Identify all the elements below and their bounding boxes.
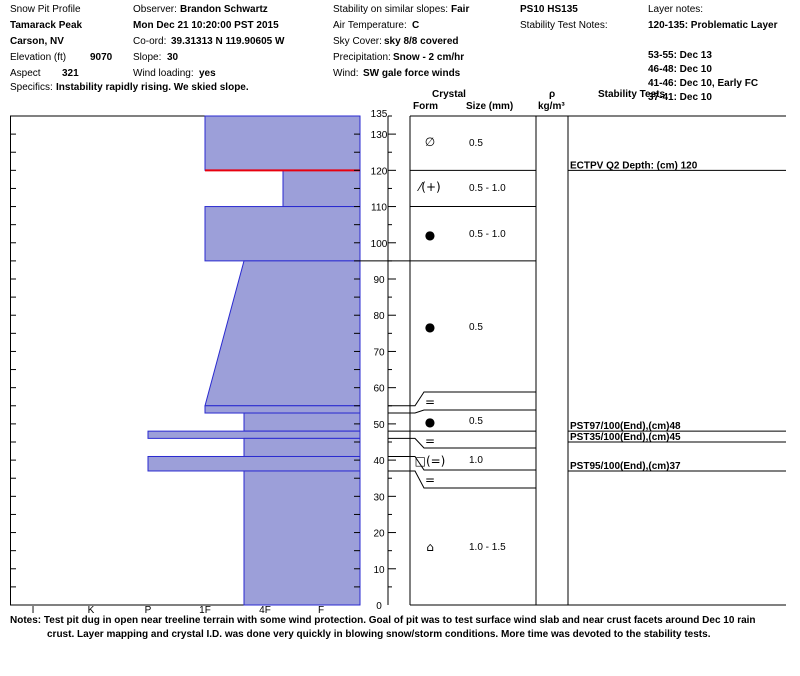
- elevation-value: 9070: [90, 52, 113, 63]
- hardness-layer: [205, 406, 360, 413]
- hardness-layer: [244, 438, 360, 456]
- crystal-size: 0.5 - 1.0: [469, 229, 506, 240]
- y-tick-label: 40: [373, 456, 385, 468]
- stability-tests-header: Stability Tests: [598, 89, 666, 100]
- layer-notes-label: Layer notes:: [648, 4, 704, 15]
- y-tick-label: 80: [373, 311, 385, 323]
- crystal-form-symbol: =: [424, 434, 436, 448]
- hardness-scale-label: F: [317, 605, 325, 616]
- profile-title: Snow Pit Profile: [10, 4, 81, 15]
- y-tick-label: 120: [370, 166, 388, 178]
- crystal-form-symbol: ⁄(+): [419, 180, 441, 194]
- sky-value: sky 8/8 covered: [384, 36, 459, 47]
- air-temp-value: C: [412, 20, 420, 31]
- crystal-layer-boundary: [410, 410, 536, 413]
- crystal-size: 0.5: [469, 322, 483, 333]
- wind-loading-label: Wind loading:: [133, 68, 194, 79]
- hardness-scale-label: I: [31, 605, 35, 616]
- hardness-layer: [148, 431, 360, 438]
- stability-test-label: ECTPV Q2 Depth: (cm) 120: [570, 160, 698, 172]
- y-tick-label: 100: [370, 238, 388, 250]
- aspect-value: 321: [62, 68, 79, 79]
- slope-label: Slope:: [133, 52, 162, 63]
- hardness-layer: [148, 456, 360, 470]
- stability-test-label: PST97/100(End),(cm)48: [570, 421, 681, 433]
- specifics-value: Instability rapidly rising. We skied slope.: [56, 82, 249, 93]
- layer-note: 41-46: Dec 10, Early FC: [648, 78, 759, 89]
- hardness-layer: [244, 413, 360, 431]
- density-unit: kg/m³: [538, 101, 565, 112]
- stability-label: Stability on similar slopes:: [333, 4, 449, 15]
- hardness-scale-label: 4F: [259, 605, 271, 616]
- layer-note: 37-41: Dec 10: [648, 92, 712, 103]
- y-tick-label: 110: [371, 202, 387, 214]
- hardness-scale-label: K: [87, 605, 95, 616]
- y-tick-label: 90: [373, 275, 385, 286]
- crystal-size: 0.5: [469, 416, 483, 427]
- y-tick-label: 130: [370, 130, 388, 142]
- notes: [10, 614, 780, 642]
- crystal-header: Crystal: [432, 89, 466, 100]
- slope-value: 30: [167, 52, 179, 63]
- region: Carson, NV: [10, 36, 64, 47]
- crystal-form-symbol: =: [424, 473, 436, 487]
- elevation-label: Elevation (ft): [10, 52, 67, 63]
- y-tick-label: 20: [373, 528, 385, 540]
- y-tick-label: 0: [376, 601, 382, 612]
- size-header: Size (mm): [466, 101, 514, 112]
- stability-notes-label: Stability Test Notes:: [520, 20, 608, 31]
- crystal-size: 0.5: [469, 138, 483, 149]
- notes-label: Notes:: [10, 615, 42, 626]
- hardness-layer: [283, 170, 360, 206]
- y-tick-label: 135: [370, 109, 388, 120]
- crystal-form-symbol: ●: [424, 320, 436, 334]
- y-tick-label: 60: [373, 383, 385, 395]
- specifics-label: Specifics:: [10, 82, 53, 93]
- hardness-layer: [205, 207, 360, 261]
- crystal-form-symbol: ●: [424, 228, 436, 242]
- hardness-scale-label: 1F: [199, 605, 211, 616]
- notes-line-1: Test pit dug in open near treeline terrain with some wind protection. Goal of pit was to test surface wind slab and near crust facets around Dec 10 rain: [43, 615, 756, 626]
- location: Tamarack Peak: [10, 20, 83, 31]
- sky-label: Sky Cover:: [333, 36, 382, 47]
- observer-value: Brandon Schwartz: [180, 4, 268, 15]
- y-tick-label: 30: [373, 492, 385, 504]
- coord-value: 39.31313 N 119.90605 W: [171, 36, 285, 47]
- air-temp-label: Air Temperature:: [333, 20, 407, 31]
- crystal-size: 1.0: [469, 455, 483, 466]
- aspect-label: Aspect: [10, 68, 41, 79]
- stability-test-label: PST95/100(End),(cm)37: [570, 460, 681, 472]
- hardness-layer: [244, 471, 360, 605]
- crystal-form-symbol: ⌂: [426, 540, 434, 554]
- crystal-form-symbol: □(=): [414, 454, 446, 468]
- density-header: ρ: [549, 89, 556, 100]
- crystal-size: 1.0 - 1.5: [469, 542, 506, 553]
- y-tick-label: 70: [373, 347, 385, 359]
- stability-value: Fair: [451, 4, 470, 15]
- precip-label: Precipitation:: [333, 52, 391, 63]
- stability-test-label: PST35/100(End),(cm)45: [570, 432, 681, 443]
- datetime: Mon Dec 21 10:20:00 PST 2015: [133, 20, 279, 31]
- coord-label: Co-ord:: [133, 36, 167, 47]
- wind-loading-value: yes: [199, 68, 216, 79]
- hardness-layer: [205, 261, 360, 406]
- hardness-scale-label: P: [144, 605, 152, 616]
- wind-label: Wind:: [333, 68, 359, 79]
- wind-value: SW gale force winds: [363, 68, 461, 79]
- layer-note: 53-55: Dec 13: [648, 50, 712, 61]
- observer-label: Observer:: [133, 4, 177, 15]
- precip-value: Snow - 2 cm/hr: [393, 52, 465, 63]
- form-header: Form: [413, 101, 438, 112]
- y-tick-label: 50: [373, 419, 385, 431]
- crystal-form-symbol: =: [424, 395, 436, 409]
- notes-line-2: crust. Layer mapping and crystal I.D. was done very quickly in blowing snow/storm conditions. More time was devoted to the stability tests.: [47, 629, 711, 640]
- crystal-size: 0.5 - 1.0: [469, 183, 506, 194]
- layer-note: 46-48: Dec 10: [648, 64, 712, 75]
- hardness-layer: [205, 116, 360, 170]
- crystal-form-symbol: ●: [424, 415, 436, 429]
- layer-note: 120-135: Problematic Layer: [648, 20, 778, 31]
- y-tick-label: 10: [373, 564, 385, 576]
- crystal-form-symbol: ∅: [424, 135, 436, 149]
- test-codes: PS10 HS135: [520, 4, 578, 15]
